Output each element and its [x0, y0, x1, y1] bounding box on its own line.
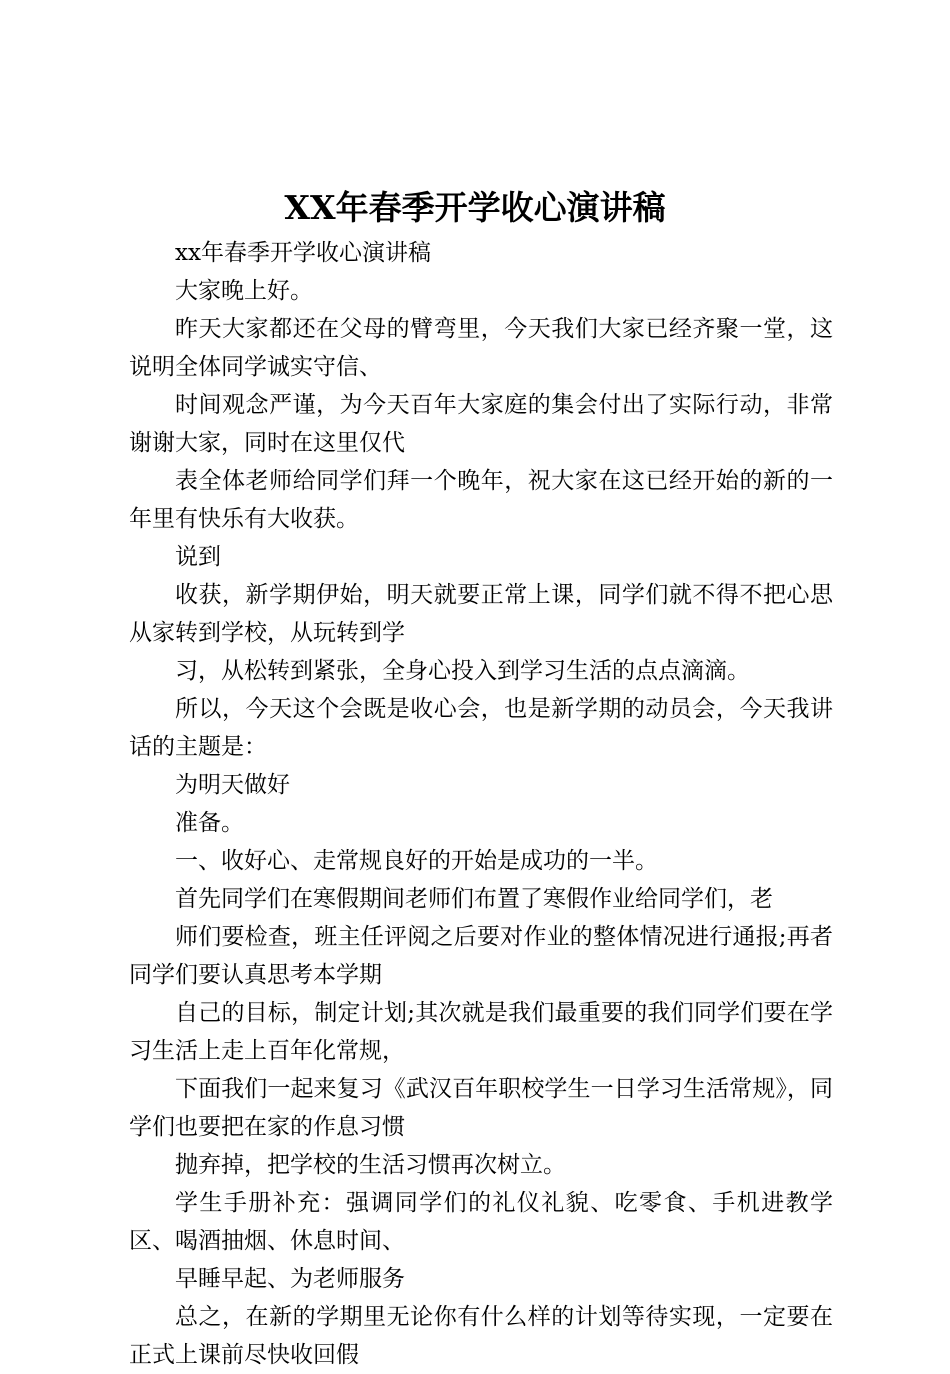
paragraph: 所以，今天这个会既是收心会，也是新学期的动员会，今天我讲话的主题是： — [129, 696, 833, 760]
paragraph: 收获，新学期伊始，明天就要正常上课，同学们就不得不把心思从家转到学校，从玩转到学 — [129, 582, 833, 646]
paragraph: 下面我们一起来复习《武汉百年职校学生一日学习生活常规》，同学们也要把在家的作息习惯 — [129, 1076, 833, 1140]
paragraph: 习，从松转到紧张，全身心投入到学习生活的点点滴滴。 — [175, 658, 750, 684]
section-heading: 一、收好心、走常规良好的开始是成功的一半。 — [175, 848, 658, 874]
paragraph: xx年春季开学收心演讲稿 — [175, 240, 431, 266]
paragraph: 时间观念严谨，为今天百年大家庭的集会付出了实际行动，非常谢谢大家，同时在这里仅代 — [129, 392, 833, 456]
paragraph: 首先同学们在寒假期间老师们布置了寒假作业给同学们，老 — [175, 886, 773, 912]
document-body — [129, 234, 833, 1374]
paragraph: 准备。 — [175, 810, 244, 836]
paragraph: 为明天做好 — [175, 772, 290, 798]
paragraph: 昨天大家都还在父母的臂弯里，今天我们大家已经齐聚一堂，这说明全体同学诚实守信、 — [129, 316, 833, 380]
paragraph: 说到 — [175, 544, 221, 570]
paragraph: 大家晚上好。 — [175, 278, 313, 304]
paragraph: 学生手册补充：强调同学们的礼仪礼貌、吃零食、手机进教学区、喝酒抽烟、休息时间、 — [129, 1190, 833, 1254]
paragraph: 早睡早起、为老师服务 — [175, 1266, 405, 1292]
paragraph: 表全体老师给同学们拜一个晚年，祝大家在这已经开始的新的一年里有快乐有大收获。 — [129, 468, 833, 532]
paragraph: 自己的目标，制定计划;其次就是我们最重要的我们同学们要在学习生活上走上百年化常规， — [129, 1000, 833, 1064]
paragraph: 总之，在新的学期里无论你有什么样的计划等待实现，一定要在正式上课前尽快收回假 — [129, 1304, 833, 1368]
paragraph: 师们要检查，班主任评阅之后要对作业的整体情况进行通报;再者同学们要认真思考本学期 — [129, 924, 833, 988]
paragraph: 抛弃掉，把学校的生活习惯再次树立。 — [175, 1152, 566, 1178]
document-title: XX年春季开学收心演讲稿 — [284, 188, 666, 227]
